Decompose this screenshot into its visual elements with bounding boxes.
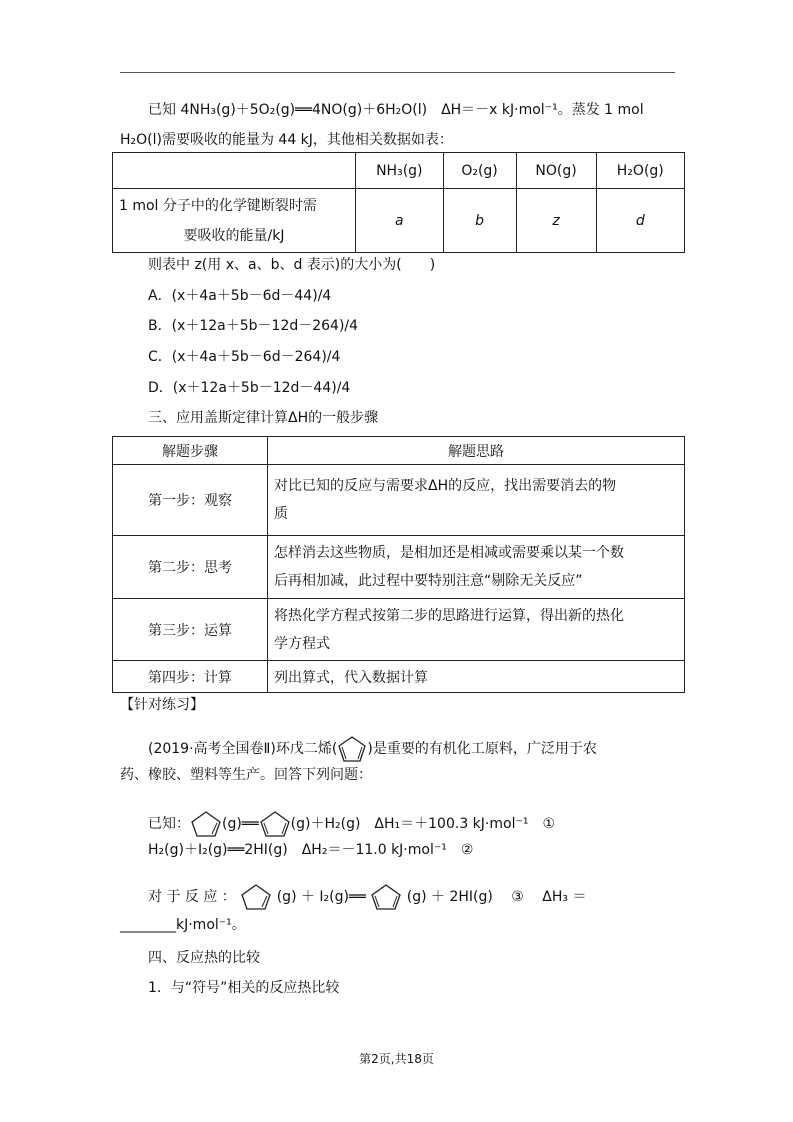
table-cell: d	[596, 189, 684, 253]
q1-question: 则表中 z(用 x、a、b、d 表示)的大小为( )	[148, 257, 436, 273]
equation-3	[148, 883, 685, 911]
table-header: 解题思路	[268, 437, 685, 465]
idea-line: 质	[274, 506, 288, 522]
table-row-label	[113, 189, 356, 253]
step-cell: 第二步：思考	[113, 536, 268, 599]
practice-heading: 【针对练习】	[120, 697, 204, 713]
equation-1	[148, 810, 555, 838]
idea-cell: 列出算式，代入数据计算	[268, 661, 685, 693]
bond-energy-table	[112, 152, 685, 253]
page-footer: 第2页,共18页	[359, 1052, 434, 1066]
eq3-label: 对 于 反 应 ：	[148, 889, 236, 905]
equation-2: H₂(g)＋I₂(g)══2HI(g) ΔH₂＝－11.0 kJ·mol⁻¹ ②	[148, 842, 474, 858]
section3-title: 三、应用盖斯定律计算ΔH的一般步骤	[148, 410, 379, 426]
intro-text: (2019·高考全国卷Ⅱ)环戊二烯(	[148, 741, 338, 757]
table-header	[113, 153, 356, 189]
table-cell: z	[516, 189, 596, 253]
idea-line: 怎样消去这些物质，是相加还是相减或需要乘以某一个数	[274, 545, 624, 561]
practice-intro	[148, 735, 597, 763]
table-header: NH₃(g)	[356, 153, 444, 189]
row-label-line1: 1 mol 分子中的化学键断裂时需	[119, 197, 317, 214]
section4-sub1: 1．与“符号”相关的反应热比较	[148, 980, 340, 996]
eq-text: (g) ＋ I₂(g)══	[276, 889, 366, 905]
idea-line: 学方程式	[274, 635, 330, 652]
table-header: O₂(g)	[443, 153, 516, 189]
table-cell: a	[356, 189, 444, 253]
idea-cell	[268, 465, 685, 536]
step-cell: 第四步：计算	[113, 661, 268, 693]
q1-line2: H₂O(l)需要吸收的能量为 44 kJ，其他相关数据如表：	[120, 132, 453, 148]
idea-cell	[268, 599, 685, 661]
header-rule	[120, 72, 675, 73]
cyclopentadiene-icon	[337, 735, 367, 763]
eq-text: (g)＋H₂(g) ΔH₁＝＋100.3 kJ·mol⁻¹ ①	[290, 816, 556, 832]
idea-line: 将热化学方程式按第二步的思路进行运算，得出新的热化	[274, 607, 624, 624]
step-cell: 第一步：观察	[113, 465, 268, 536]
step-cell: 第三步：运算	[113, 599, 268, 661]
table-header: NO(g)	[516, 153, 596, 189]
table-header: 解题步骤	[113, 437, 268, 465]
practice-intro-line2: 药、橡胶、塑料等生产。回答下列问题：	[120, 767, 372, 783]
option-c: C．(x＋4a＋5b－6d－264)/4	[148, 349, 341, 365]
table-header: H₂O(g)	[596, 153, 684, 189]
option-d: D．(x＋12a＋5b－12d－44)/4	[148, 380, 351, 396]
idea-line: 后再相加减，此过程中要特别注意“剔除无关反应”	[274, 573, 583, 589]
cyclopentadiene-icon	[259, 810, 291, 838]
known-label: 已知：	[148, 816, 190, 832]
answer-blank: ________kJ·mol⁻¹。	[120, 917, 246, 933]
idea-line: 对比已知的反应与需要求ΔH的反应，找出需要消去的物	[274, 478, 617, 494]
option-a: A．(x＋4a＋5b－6d－44)/4	[148, 288, 332, 304]
cyclopentene-icon	[190, 810, 222, 838]
table-cell: b	[443, 189, 516, 253]
row-label-line2: 要吸收的能量/kJ	[183, 227, 285, 244]
intro-text: )是重要的有机化工原料，广泛用于农	[367, 741, 597, 757]
hess-steps-table	[112, 436, 685, 693]
cyclopentadiene-icon	[370, 883, 402, 911]
option-b: B．(x＋12a＋5b－12d－264)/4	[148, 318, 359, 334]
cyclopentene-icon	[240, 883, 272, 911]
section4-title: 四、反应热的比较	[148, 950, 260, 966]
q1-line1: 已知 4NH₃(g)＋5O₂(g)══4NO(g)＋6H₂O(l) ΔH＝－x kJ·mol⁻¹。蒸发 1 mol	[148, 102, 644, 118]
idea-cell	[268, 536, 685, 599]
eq-text: (g) ＋ 2HI(g) ③ ΔH₃ ＝	[406, 889, 587, 905]
eq-text: (g)══	[222, 816, 259, 832]
